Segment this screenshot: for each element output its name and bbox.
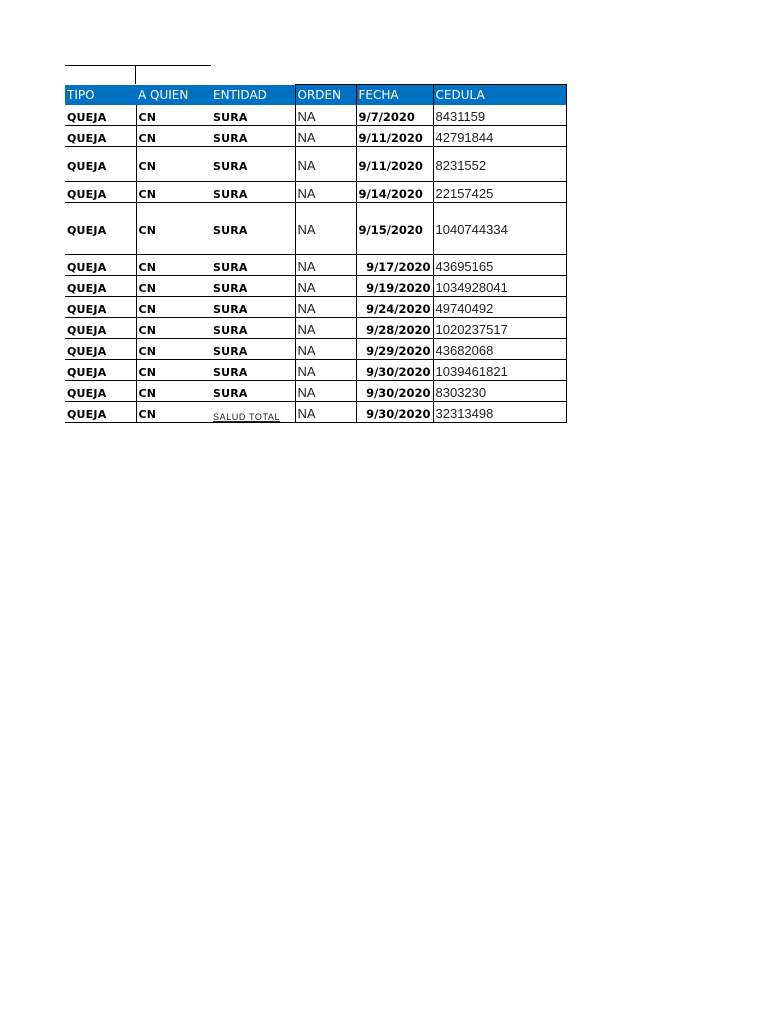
table-row: [65, 360, 566, 381]
cell-tipo[interactable]: [65, 360, 136, 381]
cell-cedula[interactable]: [433, 339, 566, 360]
cell-a-quien-value: CN: [138, 281, 157, 295]
cell-a-quien-value: CN: [138, 187, 157, 201]
cell-entidad[interactable]: [211, 126, 295, 147]
header-orden[interactable]: ORDEN: [295, 85, 356, 106]
cell-cedula[interactable]: [433, 126, 566, 147]
cell-orden[interactable]: [295, 339, 356, 360]
cell-fecha[interactable]: [356, 360, 433, 381]
cell-entidad[interactable]: [211, 381, 295, 402]
cell-a-quien[interactable]: [136, 381, 211, 402]
cell-cedula-value: 1040744334: [435, 222, 508, 237]
cell-entidad-value: SURA: [213, 110, 248, 124]
cell-cedula[interactable]: [433, 255, 566, 276]
cell-entidad-value: SURA: [213, 323, 248, 337]
cell-tipo-value: QUEJA: [67, 159, 107, 173]
cell-orden-value: NA: [297, 321, 316, 337]
cell-cedula-value: 8231552: [435, 157, 487, 173]
cell-fecha-value: 9/11/2020: [358, 130, 423, 145]
cell-tipo-value: QUEJA: [67, 386, 107, 400]
cell-entidad-value: SURA: [213, 344, 248, 358]
cell-cedula[interactable]: [433, 182, 566, 203]
table-row: [65, 182, 566, 203]
cell-a-quien-value: CN: [138, 302, 157, 316]
cell-cedula[interactable]: [433, 147, 566, 182]
cell-fecha[interactable]: [356, 381, 433, 402]
cell-a-quien[interactable]: [136, 360, 211, 381]
cell-a-quien-value: CN: [138, 159, 157, 173]
cell-fecha-value: 9/30/2020: [366, 385, 431, 400]
cell-orden[interactable]: [295, 126, 356, 147]
cell-fecha-value: 9/29/2020: [366, 343, 431, 358]
cell-tipo[interactable]: [65, 105, 136, 126]
cell-tipo[interactable]: [65, 402, 136, 423]
cell-orden[interactable]: [295, 182, 356, 203]
cell-a-quien[interactable]: [136, 126, 211, 147]
cell-fecha-value: 9/28/2020: [366, 322, 431, 337]
cell-a-quien-value: CN: [138, 131, 157, 145]
cell-fecha-value: 9/30/2020: [366, 406, 431, 421]
cell-entidad-value: SURA: [213, 302, 248, 316]
cell-cedula-value: 8431159: [435, 108, 486, 124]
cell-a-quien-value: CN: [138, 365, 157, 379]
cell-cedula-value: 42791844: [435, 129, 494, 145]
cell-fecha[interactable]: [356, 297, 433, 318]
cell-fecha[interactable]: [356, 255, 433, 276]
cell-cedula-value: 1039461821: [435, 363, 508, 379]
cell-entidad-value: SURA: [213, 281, 248, 295]
cell-orden[interactable]: [295, 147, 356, 182]
cell-tipo[interactable]: [65, 182, 136, 203]
header-cedula[interactable]: CEDULA: [433, 85, 566, 106]
cell-tipo-value: QUEJA: [67, 224, 107, 237]
cell-cedula[interactable]: [433, 381, 566, 402]
cell-orden[interactable]: [295, 318, 356, 339]
cell-entidad-value: SURA: [213, 131, 248, 145]
cell-a-quien[interactable]: [136, 276, 211, 297]
cell-fecha-value: 9/7/2020: [358, 109, 415, 124]
cell-a-quien[interactable]: [136, 318, 211, 339]
cell-cedula[interactable]: [433, 203, 566, 255]
cell-orden[interactable]: [295, 276, 356, 297]
cell-entidad[interactable]: [211, 402, 295, 423]
cell-entidad-value: SURA: [213, 386, 248, 400]
cell-orden[interactable]: [295, 381, 356, 402]
cell-a-quien[interactable]: [136, 182, 211, 203]
cell-entidad[interactable]: [211, 297, 295, 318]
cell-entidad-value: SURA: [213, 260, 248, 274]
table-row: [65, 402, 566, 423]
cell-entidad[interactable]: [211, 318, 295, 339]
cell-tipo-value: QUEJA: [67, 407, 107, 421]
cell-entidad[interactable]: [211, 339, 295, 360]
cell-a-quien-value: CN: [138, 407, 157, 421]
cell-fecha-value: 9/24/2020: [366, 301, 431, 316]
table-row: [65, 126, 566, 147]
cell-entidad-value: SALUD TOTAL: [213, 411, 281, 422]
cell-tipo-value: QUEJA: [67, 302, 107, 316]
cell-tipo[interactable]: [65, 339, 136, 360]
cell-entidad[interactable]: [211, 105, 295, 126]
cell-fecha-value: 9/15/2020: [358, 223, 423, 237]
cell-entidad[interactable]: [211, 203, 295, 255]
table-row: [65, 381, 566, 402]
cell-a-quien-value: CN: [138, 224, 157, 237]
cell-a-quien[interactable]: [136, 203, 211, 255]
table-row: [65, 276, 566, 297]
cell-a-quien-value: CN: [138, 344, 157, 358]
cell-tipo[interactable]: [65, 147, 136, 182]
cell-cedula-value: 43695165: [435, 258, 494, 274]
cell-tipo[interactable]: [65, 126, 136, 147]
table-row: [65, 147, 566, 182]
cell-orden-value: NA: [297, 384, 316, 400]
cell-fecha[interactable]: [356, 105, 433, 126]
cell-cedula-value: 1034928041: [435, 279, 508, 295]
cell-orden[interactable]: [295, 105, 356, 126]
header-fecha[interactable]: FECHA: [356, 85, 433, 106]
cell-orden[interactable]: [295, 297, 356, 318]
cell-orden-value: NA: [297, 108, 316, 124]
cell-cedula-value: 43682068: [435, 342, 494, 358]
cell-cedula[interactable]: [433, 360, 566, 381]
cell-a-quien[interactable]: [136, 105, 211, 126]
cell-cedula-value: 1020237517: [435, 321, 508, 337]
top-column-divider: [135, 65, 136, 84]
cell-tipo[interactable]: [65, 297, 136, 318]
cell-a-quien-value: CN: [138, 386, 157, 400]
table-row: [65, 203, 566, 255]
cell-entidad[interactable]: [211, 276, 295, 297]
cell-a-quien[interactable]: [136, 339, 211, 360]
cell-tipo-value: QUEJA: [67, 323, 107, 337]
header-row: [65, 85, 566, 106]
cell-fecha-value: 9/17/2020: [366, 259, 431, 274]
table-row: [65, 318, 566, 339]
cell-orden[interactable]: [295, 402, 356, 423]
cell-fecha[interactable]: [356, 126, 433, 147]
header-tipo[interactable]: TIPO: [65, 85, 136, 106]
cell-tipo[interactable]: [65, 318, 136, 339]
cell-orden-value: NA: [297, 157, 316, 173]
cell-fecha[interactable]: [356, 147, 433, 182]
header-entidad[interactable]: ENTIDAD: [211, 85, 295, 106]
cell-fecha[interactable]: [356, 276, 433, 297]
cell-orden-value: NA: [297, 300, 316, 316]
cell-orden[interactable]: [295, 203, 356, 255]
header-a-quien[interactable]: A QUIEN: [136, 85, 211, 106]
cell-entidad[interactable]: [211, 360, 295, 381]
cell-orden[interactable]: [295, 255, 356, 276]
cell-tipo-value: QUEJA: [67, 187, 107, 201]
table-row: [65, 339, 566, 360]
cell-orden-value: NA: [297, 342, 316, 358]
cell-cedula[interactable]: [433, 297, 566, 318]
complaints-table: [65, 84, 567, 423]
table-row: [65, 255, 566, 276]
cell-orden-value: NA: [297, 129, 316, 145]
cell-a-quien[interactable]: [136, 402, 211, 423]
cell-fecha-value: 9/14/2020: [358, 186, 423, 201]
table-row: [65, 105, 566, 126]
cell-entidad-value: SURA: [213, 159, 248, 173]
cell-fecha[interactable]: [356, 339, 433, 360]
cell-tipo[interactable]: [65, 255, 136, 276]
cell-cedula-value: 49740492: [435, 300, 494, 316]
cell-fecha[interactable]: [356, 402, 433, 423]
top-border-line: [65, 65, 211, 66]
cell-tipo-value: QUEJA: [67, 281, 107, 295]
cell-a-quien[interactable]: [136, 147, 211, 182]
cell-tipo-value: QUEJA: [67, 110, 107, 124]
cell-entidad-value: SURA: [213, 365, 248, 379]
cell-entidad[interactable]: [211, 255, 295, 276]
cell-cedula[interactable]: [433, 105, 566, 126]
cell-orden-value: NA: [297, 185, 316, 201]
cell-orden-value: NA: [297, 279, 316, 295]
cell-cedula[interactable]: [433, 402, 566, 423]
cell-a-quien-value: CN: [138, 323, 157, 337]
cell-a-quien[interactable]: [136, 297, 211, 318]
cell-orden-value: NA: [297, 258, 316, 274]
cell-orden-value: NA: [297, 222, 316, 237]
cell-tipo-value: QUEJA: [67, 344, 107, 358]
cell-orden[interactable]: [295, 360, 356, 381]
cell-entidad-value: SURA: [213, 187, 248, 201]
cell-fecha-value: 9/19/2020: [366, 280, 431, 295]
cell-a-quien[interactable]: [136, 255, 211, 276]
cell-fecha-value: 9/30/2020: [366, 364, 431, 379]
cell-cedula[interactable]: [433, 276, 566, 297]
cell-a-quien-value: CN: [138, 260, 157, 274]
cell-tipo[interactable]: [65, 276, 136, 297]
cell-a-quien-value: CN: [138, 110, 157, 124]
cell-cedula-value: 22157425: [435, 185, 494, 201]
cell-entidad[interactable]: [211, 147, 295, 182]
table-row: [65, 297, 566, 318]
cell-cedula-value: 8303230: [435, 384, 487, 400]
cell-orden-value: NA: [297, 405, 316, 421]
cell-tipo-value: QUEJA: [67, 365, 107, 379]
cell-tipo[interactable]: [65, 381, 136, 402]
cell-tipo-value: QUEJA: [67, 131, 107, 145]
cell-fecha[interactable]: [356, 203, 433, 255]
cell-entidad-value: SURA: [213, 224, 248, 237]
cell-tipo-value: QUEJA: [67, 260, 107, 274]
cell-entidad[interactable]: [211, 182, 295, 203]
cell-fecha-value: 9/11/2020: [358, 158, 423, 173]
cell-fecha[interactable]: [356, 182, 433, 203]
cell-cedula[interactable]: [433, 318, 566, 339]
cell-cedula-value: 32313498: [435, 405, 494, 421]
cell-fecha[interactable]: [356, 318, 433, 339]
cell-orden-value: NA: [297, 363, 316, 379]
cell-tipo[interactable]: [65, 203, 136, 255]
